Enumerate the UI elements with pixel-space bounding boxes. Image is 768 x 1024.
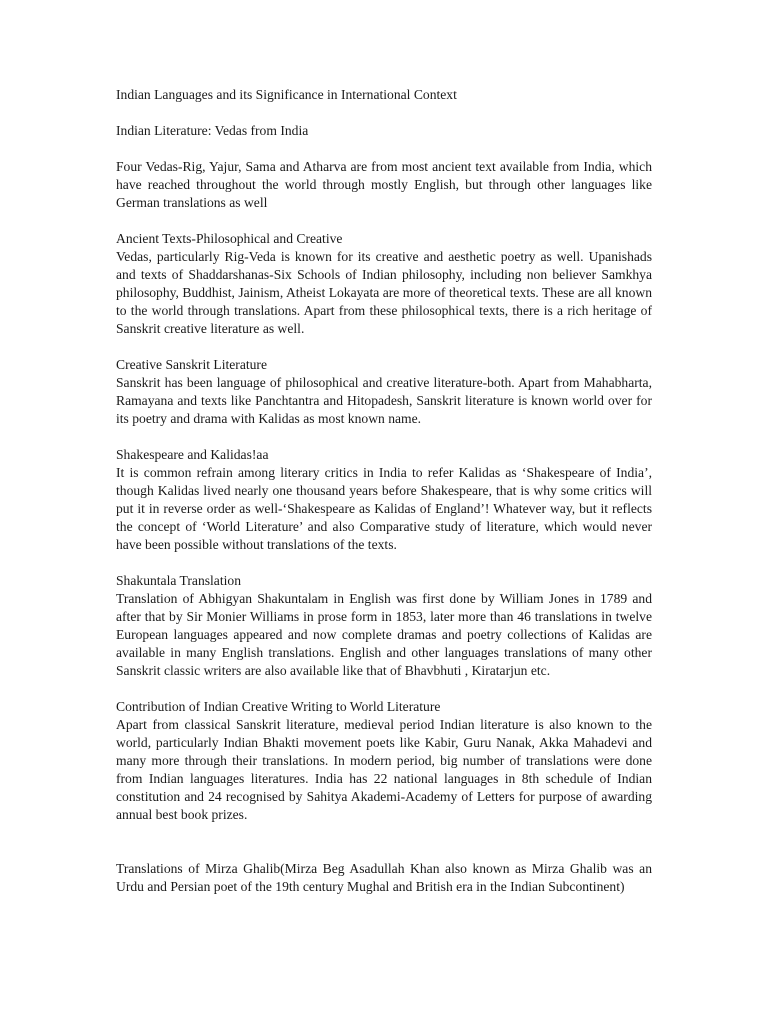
spacer [116, 212, 652, 230]
document-body [116, 86, 652, 896]
document-subtitle: Indian Literature: Vedas from India [116, 123, 309, 138]
spacer [116, 554, 652, 572]
section-body-contribution: Apart from classical Sanskrit literature, medieval period Indian literature is also known to the world, particularly Indian Bhakti movement poets like Kabir, Guru Nanak, Akka Mahadevi and many more through their translations. In modern period, big number of translations were done from Indian languages literatures. India has 22 national languages in 8th schedule of Indian constitution and 24 recognised by Sahitya Akademi-Academy of Letters for purpose of awarding annual best book prizes. [116, 717, 652, 822]
spacer [116, 680, 652, 698]
closing-paragraph: Translations of Mirza Ghalib(Mirza Beg Asadullah Khan also known as Mirza Ghalib was an Urdu and Persian poet of the 19th century Mughal and British era in the Indian Subcontinent) [116, 861, 652, 894]
section-body-shakespeare-kalidas: It is common refrain among literary critics in India to refer Kalidas as ‘Shakespeare of India’, though Kalidas lived nearly one thousand years before Shakespeare, that is why some critics will put it in reverse order as well-‘Shakespeare as Kalidas of England’! Whatever way, but it reflects the concept of ‘World Literature’ and also Comparative study of literature, which would never have been possible without translations of the texts. [116, 465, 652, 552]
spacer [116, 140, 652, 158]
spacer [116, 104, 652, 122]
section-body-creative-sanskrit: Sanskrit has been language of philosophical and creative literature-both. Apart from Mahabharta, Ramayana and texts like Panchtantra and Hitopadesh, Sanskrit literature is known world over for its poetry and drama with Kalidas as most known name. [116, 375, 652, 426]
spacer [116, 824, 652, 860]
section-heading-contribution: Contribution of Indian Creative Writing to World Literature [116, 699, 441, 714]
section-heading-creative-sanskrit: Creative Sanskrit Literature [116, 357, 267, 372]
spacer [116, 428, 652, 446]
section-heading-ancient-texts: Ancient Texts-Philosophical and Creative [116, 231, 343, 246]
section-heading-shakuntala: Shakuntala Translation [116, 573, 241, 588]
section-body-ancient-texts: Vedas, particularly Rig-Veda is known for its creative and aesthetic poetry as well. Upanishads and texts of Shaddarshanas-Six Schools of Indian philosophy, including non believer Samkhya philosophy, Buddhist, Jainism, Atheist Lokayata are more of theoretical texts. These are all known to the world through translations. Apart from these philosophical texts, there is a rich heritage of Sanskrit creative literature as well. [116, 249, 652, 336]
intro-paragraph: Four Vedas-Rig, Yajur, Sama and Atharva are from most ancient text available from India, which have reached throughout the world through mostly English, but through other languages like German translations as well [116, 159, 652, 210]
document-title: Indian Languages and its Significance in International Context [116, 87, 457, 102]
section-heading-shakespeare-kalidas: Shakespeare and Kalidas!aa [116, 447, 269, 462]
spacer [116, 338, 652, 356]
section-body-shakuntala: Translation of Abhigyan Shakuntalam in English was first done by William Jones in 1789 and after that by Sir Monier Williams in prose form in 1853, later more than 46 translations in twelve European languages appeared and now complete dramas and poetry collections of Kalidas are available in many English translations. English and other languages translations of many other Sanskrit classic writers are also available like that of Bhavbhuti , Kiratarjun etc. [116, 591, 652, 678]
